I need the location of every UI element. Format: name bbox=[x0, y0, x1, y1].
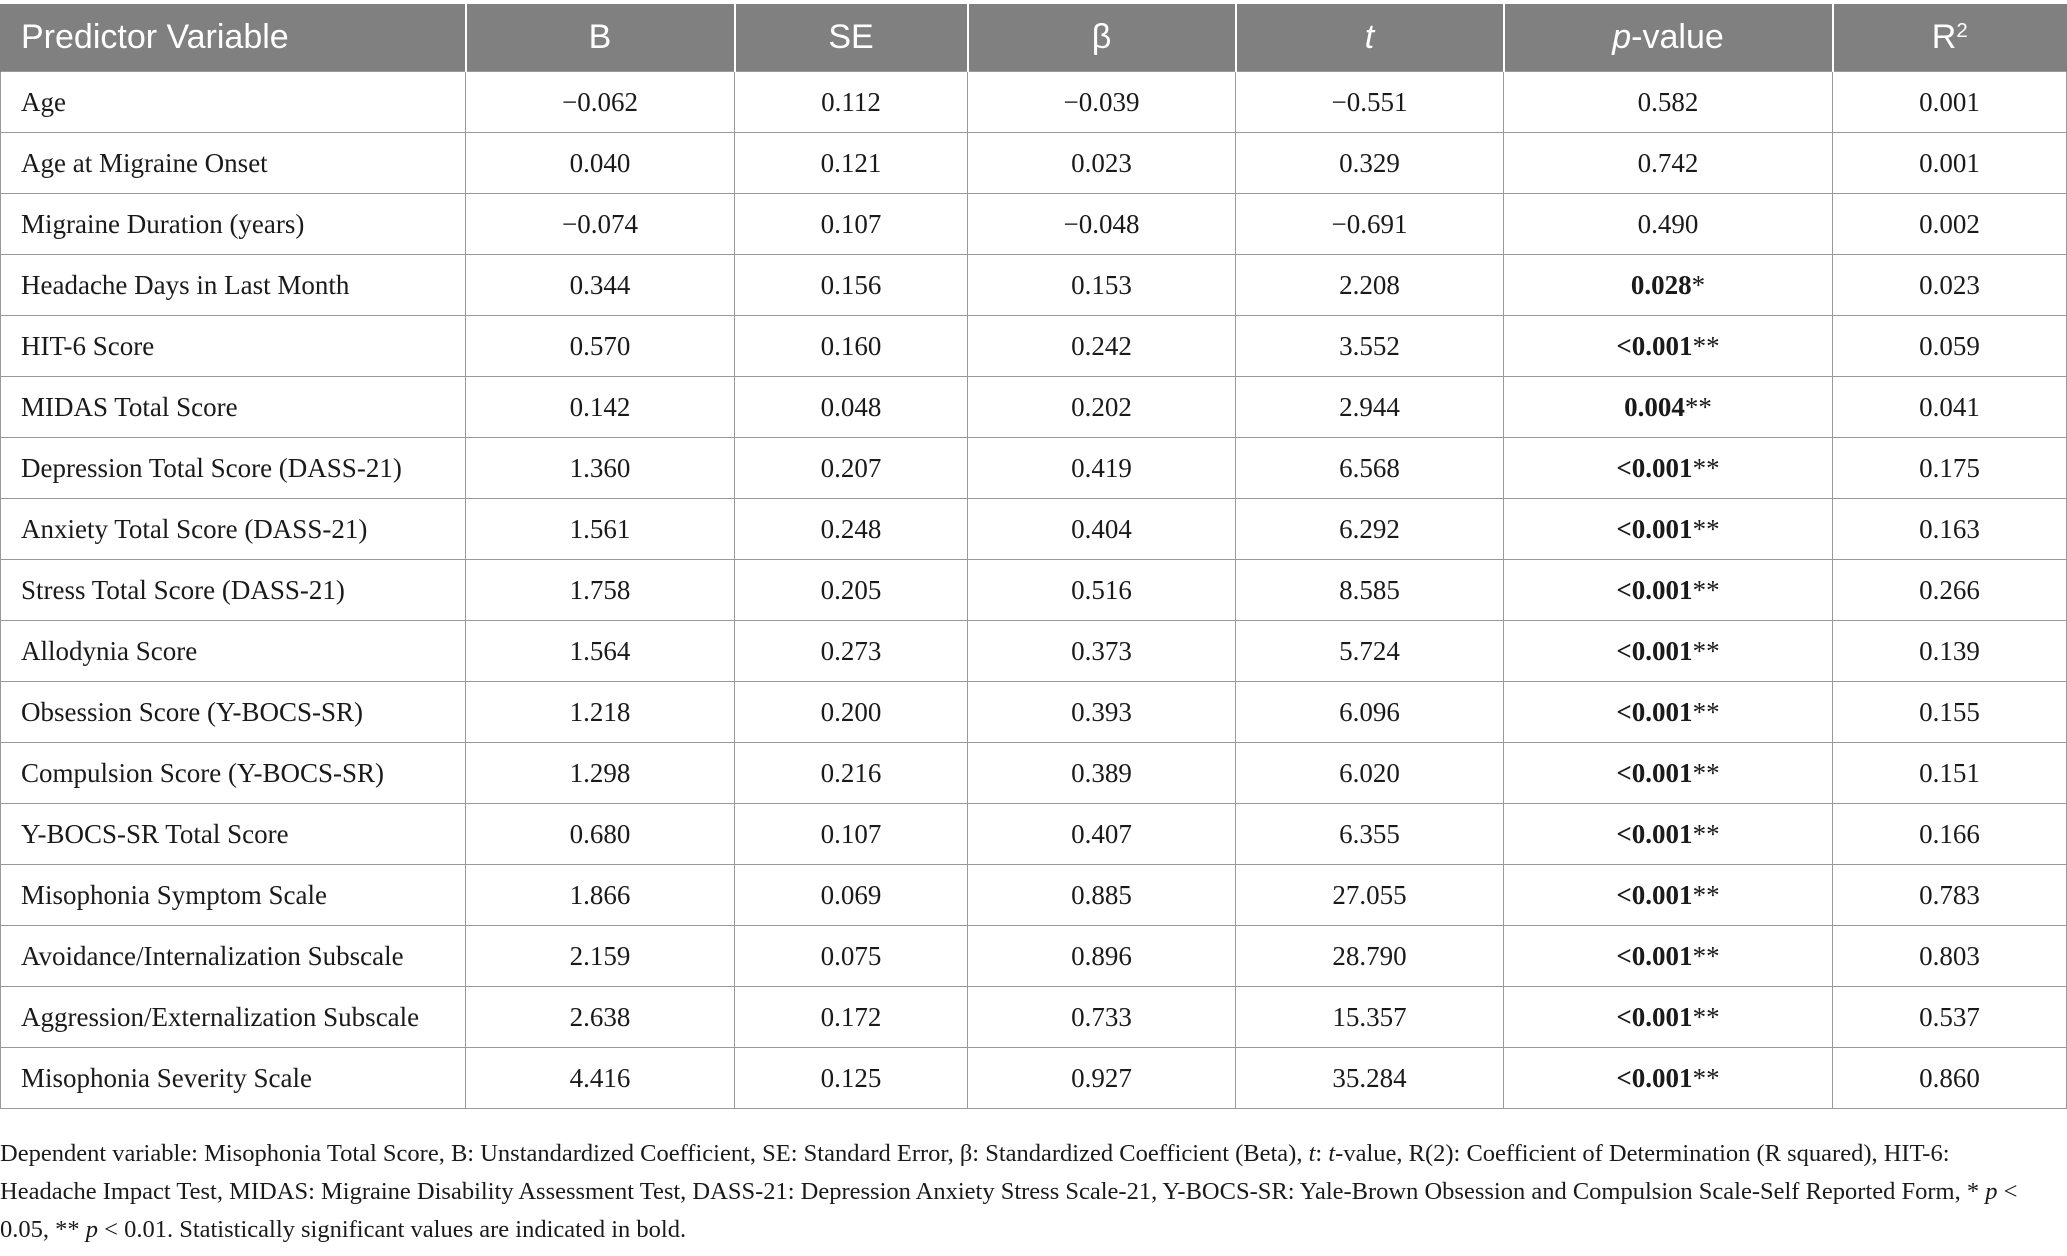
beta-cell: 0.153 bbox=[968, 255, 1236, 316]
t-cell: 3.552 bbox=[1236, 316, 1504, 377]
footnote-p-italic-2: p bbox=[85, 1216, 98, 1243]
p-value-cell bbox=[1504, 682, 1833, 743]
se-cell: 0.216 bbox=[735, 743, 968, 804]
significance-marker: ** bbox=[1692, 513, 1720, 544]
p-value-number: 0.582 bbox=[1637, 86, 1699, 117]
table-row bbox=[1, 865, 2067, 926]
p-value-number: <0.001 bbox=[1616, 1062, 1693, 1093]
significance-marker: ** bbox=[1684, 391, 1712, 422]
t-cell: 0.329 bbox=[1236, 133, 1504, 194]
significance-marker: ** bbox=[1692, 940, 1720, 971]
table-header bbox=[1, 4, 2067, 72]
t-cell: 2.944 bbox=[1236, 377, 1504, 438]
predictor-cell: MIDAS Total Score bbox=[1, 377, 466, 438]
se-cell: 0.121 bbox=[735, 133, 968, 194]
header-r-squared bbox=[1833, 4, 2067, 72]
r-squared-cell: 0.175 bbox=[1833, 438, 2067, 499]
t-cell: 28.790 bbox=[1236, 926, 1504, 987]
header-t bbox=[1236, 4, 1504, 72]
se-cell: 0.075 bbox=[735, 926, 968, 987]
b-cell: 1.564 bbox=[466, 621, 735, 682]
significance-marker: ** bbox=[1692, 330, 1720, 361]
se-cell: 0.207 bbox=[735, 438, 968, 499]
p-value-cell bbox=[1504, 621, 1833, 682]
p-value-cell bbox=[1504, 987, 1833, 1048]
footnote-part4: < 0.01. Statistically significant values are indicated in bold. bbox=[98, 1216, 687, 1243]
p-value-cell bbox=[1504, 438, 1833, 499]
predictor-cell: Aggression/Externalization Subscale bbox=[1, 987, 466, 1048]
r-squared-cell: 0.155 bbox=[1833, 682, 2067, 743]
table-row bbox=[1, 438, 2067, 499]
beta-cell: 0.407 bbox=[968, 804, 1236, 865]
beta-cell: 0.373 bbox=[968, 621, 1236, 682]
r-squared-cell: 0.860 bbox=[1833, 1048, 2067, 1109]
significance-marker: ** bbox=[1692, 879, 1720, 910]
table-row bbox=[1, 255, 2067, 316]
significance-marker: ** bbox=[1692, 1001, 1720, 1032]
table-row bbox=[1, 316, 2067, 377]
se-cell: 0.160 bbox=[735, 316, 968, 377]
table-row bbox=[1, 72, 2067, 133]
predictor-cell: Age at Migraine Onset bbox=[1, 133, 466, 194]
t-cell: 6.020 bbox=[1236, 743, 1504, 804]
r-squared-cell: 0.783 bbox=[1833, 865, 2067, 926]
se-cell: 0.069 bbox=[735, 865, 968, 926]
r-squared-cell: 0.023 bbox=[1833, 255, 2067, 316]
header-row bbox=[1, 4, 2067, 72]
se-cell: 0.156 bbox=[735, 255, 968, 316]
r-squared-cell: 0.002 bbox=[1833, 194, 2067, 255]
beta-cell: 0.393 bbox=[968, 682, 1236, 743]
r-squared-cell: 0.001 bbox=[1833, 133, 2067, 194]
b-cell: −0.062 bbox=[466, 72, 735, 133]
footnote-part3: < 0.05, ** bbox=[0, 1178, 2018, 1243]
b-cell: 2.159 bbox=[466, 926, 735, 987]
b-cell: 1.360 bbox=[466, 438, 735, 499]
predictor-cell: Obsession Score (Y-BOCS-SR) bbox=[1, 682, 466, 743]
beta-cell: 0.404 bbox=[968, 499, 1236, 560]
se-cell: 0.048 bbox=[735, 377, 968, 438]
table-row bbox=[1, 743, 2067, 804]
p-value-cell bbox=[1504, 865, 1833, 926]
p-value-cell bbox=[1504, 194, 1833, 255]
r-squared-cell: 0.166 bbox=[1833, 804, 2067, 865]
p-value-cell bbox=[1504, 560, 1833, 621]
se-cell: 0.112 bbox=[735, 72, 968, 133]
r-squared-cell: 0.163 bbox=[1833, 499, 2067, 560]
table-row bbox=[1, 987, 2067, 1048]
p-value-cell bbox=[1504, 255, 1833, 316]
table-footnote bbox=[0, 1135, 2050, 1249]
t-cell: 15.357 bbox=[1236, 987, 1504, 1048]
footnote-t-italic-1: t bbox=[1308, 1140, 1316, 1167]
predictor-cell: Misophonia Severity Scale bbox=[1, 1048, 466, 1109]
predictor-cell: Y-BOCS-SR Total Score bbox=[1, 804, 466, 865]
p-value-number: 0.490 bbox=[1637, 208, 1699, 239]
r-squared-cell: 0.537 bbox=[1833, 987, 2067, 1048]
se-cell: 0.273 bbox=[735, 621, 968, 682]
b-cell: 0.040 bbox=[466, 133, 735, 194]
p-value-number: <0.001 bbox=[1616, 574, 1693, 605]
se-cell: 0.107 bbox=[735, 194, 968, 255]
p-value-number: <0.001 bbox=[1616, 452, 1693, 483]
predictor-cell: Headache Days in Last Month bbox=[1, 255, 466, 316]
beta-cell: 0.927 bbox=[968, 1048, 1236, 1109]
beta-cell: 0.242 bbox=[968, 316, 1236, 377]
beta-cell: 0.733 bbox=[968, 987, 1236, 1048]
header-se: SE bbox=[735, 4, 968, 72]
significance-marker: ** bbox=[1692, 1062, 1720, 1093]
p-value-number: <0.001 bbox=[1616, 940, 1693, 971]
beta-cell: 0.419 bbox=[968, 438, 1236, 499]
b-cell: 1.866 bbox=[466, 865, 735, 926]
header-p-value bbox=[1504, 4, 1833, 72]
significance-marker: ** bbox=[1692, 818, 1720, 849]
p-value-cell bbox=[1504, 804, 1833, 865]
header-p-rest: -value bbox=[1631, 18, 1724, 56]
se-cell: 0.125 bbox=[735, 1048, 968, 1109]
predictor-cell: Compulsion Score (Y-BOCS-SR) bbox=[1, 743, 466, 804]
p-value-cell bbox=[1504, 72, 1833, 133]
b-cell: 1.218 bbox=[466, 682, 735, 743]
footnote-part1: Dependent variable: Misophonia Total Score, B: Unstandardized Coefficient, SE: Standard Error, β: Standardized Coefficient (Beta), bbox=[0, 1140, 1309, 1167]
b-cell: 1.758 bbox=[466, 560, 735, 621]
footnote-t-italic-2: t bbox=[1328, 1140, 1336, 1167]
t-cell: 6.355 bbox=[1236, 804, 1504, 865]
table-row bbox=[1, 194, 2067, 255]
regression-table-container bbox=[0, 4, 2067, 1109]
se-cell: 0.200 bbox=[735, 682, 968, 743]
t-cell: 6.568 bbox=[1236, 438, 1504, 499]
p-value-number: 0.028 bbox=[1630, 269, 1692, 300]
beta-cell: 0.389 bbox=[968, 743, 1236, 804]
table-row bbox=[1, 804, 2067, 865]
table-row bbox=[1, 377, 2067, 438]
table-row bbox=[1, 560, 2067, 621]
p-value-number: <0.001 bbox=[1616, 635, 1693, 666]
se-cell: 0.172 bbox=[735, 987, 968, 1048]
se-cell: 0.107 bbox=[735, 804, 968, 865]
r-squared-cell: 0.001 bbox=[1833, 72, 2067, 133]
t-cell: 5.724 bbox=[1236, 621, 1504, 682]
se-cell: 0.248 bbox=[735, 499, 968, 560]
predictor-cell: Depression Total Score (DASS-21) bbox=[1, 438, 466, 499]
predictor-cell: Stress Total Score (DASS-21) bbox=[1, 560, 466, 621]
r-squared-cell: 0.151 bbox=[1833, 743, 2067, 804]
p-value-number: <0.001 bbox=[1616, 330, 1693, 361]
p-value-cell bbox=[1504, 926, 1833, 987]
table-row bbox=[1, 926, 2067, 987]
se-cell: 0.205 bbox=[735, 560, 968, 621]
b-cell: 1.561 bbox=[466, 499, 735, 560]
predictor-cell: Age bbox=[1, 72, 466, 133]
significance-marker: ** bbox=[1692, 574, 1720, 605]
footnote-p-italic-1: p bbox=[1985, 1178, 1998, 1205]
r-squared-cell: 0.266 bbox=[1833, 560, 2067, 621]
r-squared-cell: 0.803 bbox=[1833, 926, 2067, 987]
p-value-number: <0.001 bbox=[1616, 1001, 1693, 1032]
beta-cell: 0.023 bbox=[968, 133, 1236, 194]
p-value-number: <0.001 bbox=[1616, 879, 1693, 910]
t-cell: 6.096 bbox=[1236, 682, 1504, 743]
significance-marker: ** bbox=[1692, 452, 1720, 483]
p-value-cell bbox=[1504, 377, 1833, 438]
r-squared-cell: 0.041 bbox=[1833, 377, 2067, 438]
b-cell: 4.416 bbox=[466, 1048, 735, 1109]
header-r-base: R bbox=[1931, 18, 1957, 56]
predictor-cell: Avoidance/Internalization Subscale bbox=[1, 926, 466, 987]
p-value-cell bbox=[1504, 1048, 1833, 1109]
r-squared-cell: 0.059 bbox=[1833, 316, 2067, 377]
p-value-number: <0.001 bbox=[1616, 757, 1693, 788]
t-cell: 27.055 bbox=[1236, 865, 1504, 926]
header-predictor: Predictor Variable bbox=[1, 4, 466, 72]
header-p-italic: p bbox=[1612, 18, 1632, 56]
p-value-cell bbox=[1504, 316, 1833, 377]
significance-marker: ** bbox=[1692, 696, 1720, 727]
beta-cell: 0.516 bbox=[968, 560, 1236, 621]
b-cell: 2.638 bbox=[466, 987, 735, 1048]
beta-cell: 0.896 bbox=[968, 926, 1236, 987]
r-squared-cell: 0.139 bbox=[1833, 621, 2067, 682]
predictor-cell: Migraine Duration (years) bbox=[1, 194, 466, 255]
b-cell: 0.142 bbox=[466, 377, 735, 438]
b-cell: 0.570 bbox=[466, 316, 735, 377]
significance-marker: ** bbox=[1692, 757, 1720, 788]
b-cell: 0.344 bbox=[466, 255, 735, 316]
t-cell: −0.691 bbox=[1236, 194, 1504, 255]
table-row bbox=[1, 682, 2067, 743]
b-cell: −0.074 bbox=[466, 194, 735, 255]
predictor-cell: Allodynia Score bbox=[1, 621, 466, 682]
table-row bbox=[1, 1048, 2067, 1109]
p-value-cell bbox=[1504, 743, 1833, 804]
p-value-number: 0.004 bbox=[1624, 391, 1685, 422]
t-cell: 6.292 bbox=[1236, 499, 1504, 560]
table-row bbox=[1, 133, 2067, 194]
header-r-sup: 2 bbox=[1956, 19, 1968, 42]
p-value-cell bbox=[1504, 499, 1833, 560]
p-value-number: 0.742 bbox=[1637, 147, 1699, 178]
beta-cell: −0.048 bbox=[968, 194, 1236, 255]
table-body bbox=[1, 72, 2067, 1109]
p-value-number: <0.001 bbox=[1616, 818, 1693, 849]
b-cell: 0.680 bbox=[466, 804, 735, 865]
beta-cell: 0.885 bbox=[968, 865, 1236, 926]
p-value-cell bbox=[1504, 133, 1833, 194]
table-row bbox=[1, 499, 2067, 560]
t-cell: −0.551 bbox=[1236, 72, 1504, 133]
header-b: B bbox=[466, 4, 735, 72]
regression-table bbox=[0, 4, 2067, 1109]
p-value-number: <0.001 bbox=[1616, 513, 1693, 544]
footnote-colon: : bbox=[1315, 1140, 1329, 1167]
t-cell: 2.208 bbox=[1236, 255, 1504, 316]
significance-marker: ** bbox=[1692, 635, 1720, 666]
p-value-number: <0.001 bbox=[1616, 696, 1693, 727]
footnote-part2: -value, R(2): Coefficient of Determination (R squared), HIT-6: Headache Impact Test, MIDAS: Migraine Disability Assessment Test, DASS-21: Depression Anxiety Stress Scale-21, Y-BOCS-SR: Yale-Brown Obsession and Compulsion Scale-Self Reported Form, * bbox=[0, 1140, 1986, 1205]
beta-cell: −0.039 bbox=[968, 72, 1236, 133]
significance-marker: * bbox=[1691, 269, 1706, 300]
b-cell: 1.298 bbox=[466, 743, 735, 804]
t-cell: 8.585 bbox=[1236, 560, 1504, 621]
header-t-italic: t bbox=[1364, 18, 1375, 56]
beta-cell: 0.202 bbox=[968, 377, 1236, 438]
header-beta: β bbox=[968, 4, 1236, 72]
table-row bbox=[1, 621, 2067, 682]
predictor-cell: Anxiety Total Score (DASS-21) bbox=[1, 499, 466, 560]
predictor-cell: HIT-6 Score bbox=[1, 316, 466, 377]
t-cell: 35.284 bbox=[1236, 1048, 1504, 1109]
predictor-cell: Misophonia Symptom Scale bbox=[1, 865, 466, 926]
